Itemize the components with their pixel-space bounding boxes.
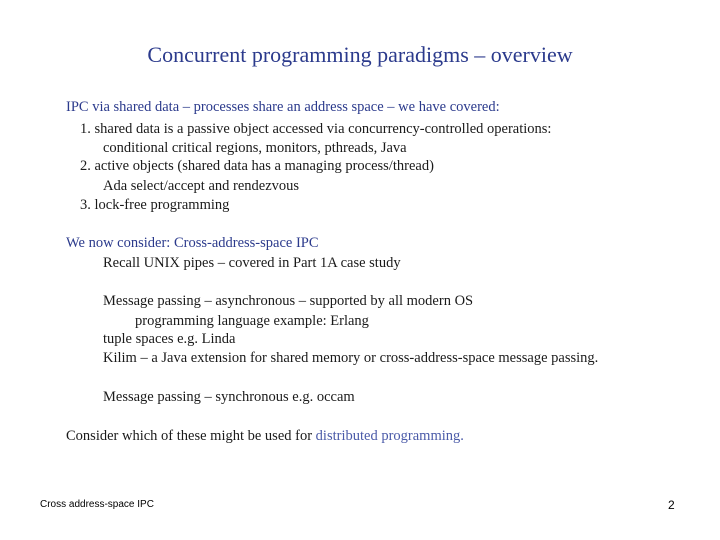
list-item-2: 2. active objects (shared data has a managing process/thread) xyxy=(80,158,434,174)
list-item-2-detail: Ada select/accept and rendezvous xyxy=(103,178,300,194)
msg-sync-line: Message passing – synchronous e.g. occam xyxy=(103,389,355,405)
list-item-3: 3. lock-free programming xyxy=(80,197,230,213)
footer-label: Cross address-space IPC xyxy=(40,499,154,510)
msg-async-example: programming language example: Erlang xyxy=(135,313,369,329)
tuple-spaces-line: tuple spaces e.g. Linda xyxy=(103,331,236,347)
list-item-1: 1. shared data is a passive object accessed via concurrency-controlled operations: xyxy=(80,121,552,137)
kilim-line: Kilim – a Java extension for shared memory or cross-address-space message passing. xyxy=(103,350,599,366)
distributed-programming-highlight: distributed programming. xyxy=(315,428,464,444)
consider-line xyxy=(66,427,464,445)
page-number: 2 xyxy=(668,498,675,512)
msg-async-line: Message passing – asynchronous – supported by all modern OS xyxy=(103,293,474,309)
consider-heading: We now consider: Cross-address-space IPC xyxy=(66,235,319,251)
recall-unix-line: Recall UNIX pipes – covered in Part 1A case study xyxy=(103,255,401,271)
shared-data-heading: IPC via shared data – processes share an address space – we have covered: xyxy=(66,99,500,115)
slide-title: Concurrent programming paradigms – overview xyxy=(147,42,573,67)
consider-prefix: Consider which of these might be used for xyxy=(66,428,316,444)
list-item-1-detail: conditional critical regions, monitors, pthreads, Java xyxy=(103,140,407,156)
